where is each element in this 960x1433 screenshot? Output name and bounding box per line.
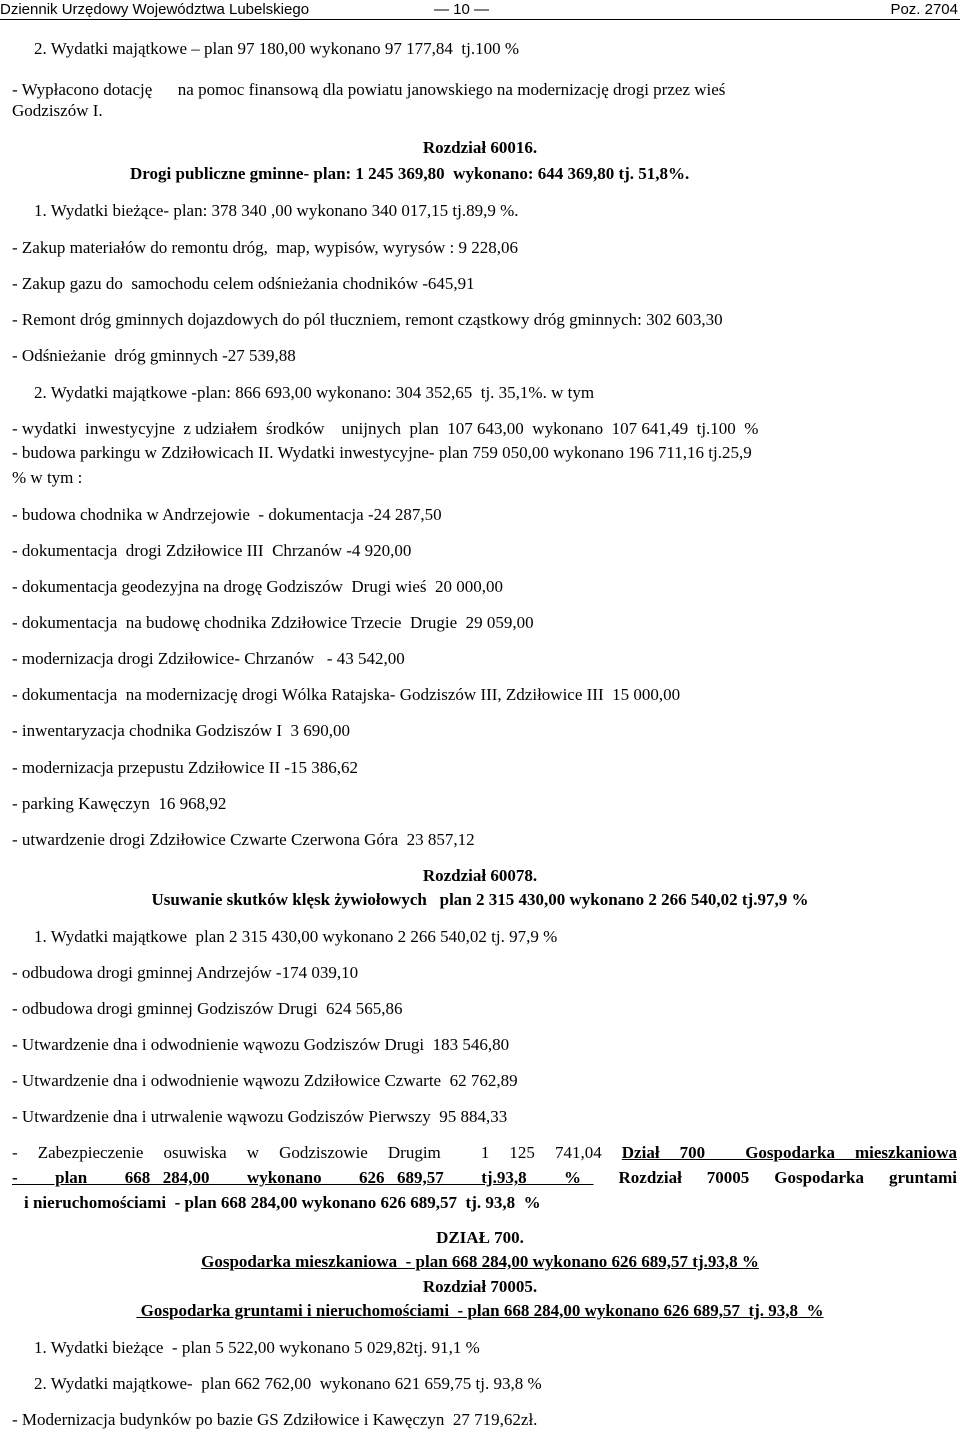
text-line: - odbudowa drogi gminnej Andrzejów -174 039,10: [12, 963, 359, 982]
text-line: i nieruchomościami - plan 668 284,00 wykonano 626 689,57 tj. 93,8 %: [24, 1193, 541, 1212]
section-heading: Usuwanie skutków klęsk żywiołowych plan 2 315 430,00 wykonano 2 266 540,02 tj.97,9 %: [151, 890, 809, 909]
text-run-bold: Dział 700 Gospodarka mieszkaniowa: [621, 1143, 957, 1162]
text-line: 1. Wydatki bieżące - plan 5 522,00 wykonano 5 029,82tj. 91,1 %: [34, 1338, 480, 1357]
section-heading: Gospodarka mieszkaniowa - plan 668 284,00 wykonano 626 689,57 tj.93,8 %: [201, 1252, 759, 1271]
text-line: - odbudowa drogi gminnej Godziszów Drugi 624 565,86: [12, 999, 403, 1018]
text-line: 1. Wydatki bieżące- plan: 378 340 ,00 wykonano 340 017,15 tj.89,9 %.: [34, 201, 519, 220]
text-line: - dokumentacja geodezyjna na drogę Godziszów Drugi wieś 20 000,00: [12, 577, 503, 596]
section-heading: DZIAŁ 700.: [436, 1228, 524, 1247]
text-line: - wydatki inwestycyjne z udziałem środków unijnych plan 107 643,00 wykonano 107 641,49 tj.100 %: [12, 419, 759, 438]
text-line: - Wypłacono dotację na pomoc finansową dla powiatu janowskiego na modernizację drogi przez wieś: [12, 80, 726, 99]
text-line: - dokumentacja na modernizację drogi Wólka Ratajska- Godziszów III, Zdziłowice III 15 000,00: [12, 685, 681, 704]
text-line: - parking Kawęczyn 16 968,92: [12, 794, 227, 813]
text-line: - Zakup gazu do samochodu celem odśnieżania chodników -645,91: [12, 274, 475, 293]
journal-title: Dziennik Urzędowy Województwa Lubelskiego: [0, 1, 310, 18]
text-line: - modernizacja przepustu Zdziłowice II -15 386,62: [12, 758, 359, 777]
text-line: 2. Wydatki majątkowe – plan 97 180,00 wykonano 97 177,84 tj.100 %: [34, 39, 519, 58]
text-line: - dokumentacja na budowę chodnika Zdziłowice Trzecie Drugie 29 059,00: [12, 613, 534, 632]
text-line: - budowa parkingu w Zdziłowicach II. Wydatki inwestycyjne- plan 759 050,00 wykonano 196 711,16 tj.25,9: [12, 443, 752, 462]
text-line: - Zakup materiałów do remontu dróg, map, wypisów, wyrysów : 9 228,06: [12, 238, 518, 257]
text-line: % w tym :: [12, 468, 83, 487]
text-line: [12, 1168, 957, 1188]
text-run-bold: - plan 668 284,00 wykonano 626 689,57 tj.93,8 %: [12, 1168, 594, 1187]
text-line: [12, 1143, 957, 1163]
section-heading: Gospodarka gruntami i nieruchomościami - plan 668 284,00 wykonano 626 689,57 tj. 93,8 %: [136, 1301, 824, 1320]
text-line: - Remont dróg gminnych dojazdowych do pól tłuczniem, remont cząstkowy dróg gminnych: 302 603,30: [12, 310, 723, 329]
text-line: - budowa chodnika w Andrzejowie - dokumentacja -24 287,50: [12, 505, 442, 524]
section-heading: Rozdział 70005.: [422, 1277, 538, 1296]
text-run: - Zabezpieczenie osuwiska w Godziszowie Drugim 1 125 741,04: [12, 1143, 622, 1162]
text-line: 1. Wydatki majątkowe plan 2 315 430,00 wykonano 2 266 540,02 tj. 97,9 %: [34, 927, 558, 946]
text-line: - Modernizacja budynków po bazie GS Zdziłowice i Kawęczyn 27 719,62zł.: [12, 1410, 538, 1429]
text-line: - inwentaryzacja chodnika Godziszów I 3 690,00: [12, 721, 350, 740]
section-heading: Rozdział 60016.: [422, 138, 538, 157]
header-divider: [0, 19, 960, 20]
text-line: 2. Wydatki majątkowe -plan: 866 693,00 wykonano: 304 352,65 tj. 35,1%. w tym: [34, 383, 595, 402]
page-number: — 10 —: [434, 1, 490, 18]
text-line: - utwardzenie drogi Zdziłowice Czwarte Czerwona Góra 23 857,12: [12, 830, 475, 849]
section-heading: Rozdział 60078.: [422, 866, 538, 885]
text-line: 2. Wydatki majątkowe- plan 662 762,00 wykonano 621 659,75 tj. 93,8 %: [34, 1374, 542, 1393]
text-run-bold: Rozdział 70005 Gospodarka gruntami: [593, 1168, 957, 1187]
text-line: Godziszów I.: [12, 101, 103, 120]
section-heading: Drogi publiczne gminne- plan: 1 245 369,80 wykonano: 644 369,80 tj. 51,8%.: [130, 164, 690, 183]
text-line: - Odśnieżanie dróg gminnych -27 539,88: [12, 346, 296, 365]
text-line: - Utwardzenie dna i utrwalenie wąwozu Godziszów Pierwszy 95 884,33: [12, 1107, 508, 1126]
text-line: - Utwardzenie dna i odwodnienie wąwozu Zdziłowice Czwarte 62 762,89: [12, 1071, 518, 1090]
text-line: - dokumentacja drogi Zdziłowice III Chrzanów -4 920,00: [12, 541, 412, 560]
text-line: - modernizacja drogi Zdziłowice- Chrzanów - 43 542,00: [12, 649, 405, 668]
text-line: - Utwardzenie dna i odwodnienie wąwozu Godziszów Drugi 183 546,80: [12, 1035, 510, 1054]
position-number: Poz. 2704: [890, 1, 958, 18]
